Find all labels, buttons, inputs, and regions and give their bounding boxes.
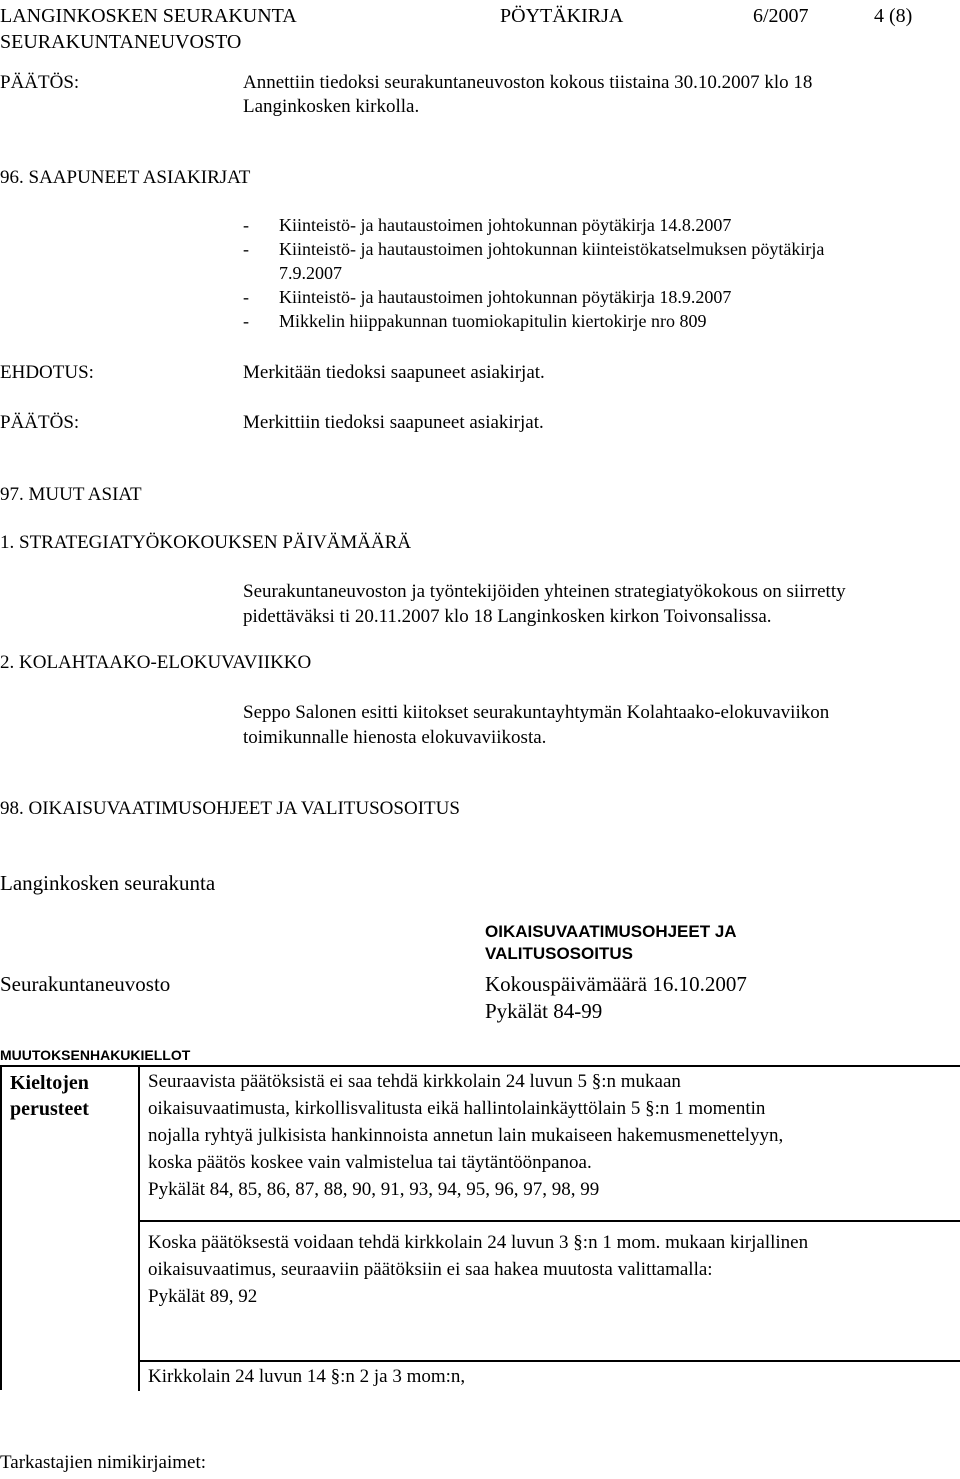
block-separator-2 <box>138 1360 960 1362</box>
ban-block-1 <box>148 1068 783 1203</box>
header-org: LANGINKOSKEN SEURAKUNTA <box>0 5 297 27</box>
ban-text-line: oikaisuvaatimusta, kirkollisvalitusta eikä hallintolainkäyttölain 5 §:n 1 momentin <box>148 1098 766 1119</box>
list-item-text: Kiinteistö- ja hautaustoimen johtokunnan kiinteistökatselmuksen pöytäkirja <box>279 239 825 259</box>
decision-label: PÄÄTÖS: <box>0 412 80 433</box>
list-item-text: 7.9.2007 <box>279 263 342 283</box>
header-doc-type: PÖYTÄKIRJA <box>500 5 624 27</box>
ban-text-line: Kirkkolain 24 luvun 14 §:n 2 ja 3 mom:n, <box>148 1366 466 1387</box>
council-name: Seurakuntaneuvosto <box>0 972 171 996</box>
section-96-title: 96. SAAPUNEET ASIAKIRJAT <box>0 167 251 188</box>
ban-text-line: nojalla ryhtyä julkisista hankinnoista annetun lain mukaiseen hakemusmenettelyyn, <box>148 1125 784 1146</box>
box-top-border <box>0 1065 960 1067</box>
initials-label: Tarkastajien nimikirjaimet: <box>0 1452 207 1473</box>
proposal-text: Merkitään tiedoksi saapuneet asiakirjat. <box>243 362 545 383</box>
list-item <box>243 213 824 237</box>
list-item-text: Mikkelin hiippakunnan tuomiokapitulin kiertokirje nro 809 <box>279 311 707 331</box>
header-page: 4 (8) <box>874 5 913 27</box>
intro-label: PÄÄTÖS: <box>0 72 80 93</box>
parish-name: Langinkosken seurakunta <box>0 871 216 895</box>
list-dash: - <box>243 239 249 259</box>
ban-text-line: Pykälät 89, 92 <box>148 1286 258 1307</box>
block-separator-1 <box>138 1220 960 1222</box>
decision-text: Merkittiin tiedoksi saapuneet asiakirjat. <box>243 412 544 433</box>
list-dash: - <box>243 311 249 331</box>
sub2-text-2: toimikunnalle hienosta elokuvaviikosta. <box>243 727 547 748</box>
list-item-continuation <box>243 261 824 285</box>
proposal-label: EHDOTUS: <box>0 362 94 383</box>
sub2-title: 2. KOLAHTAAKO-ELOKUVAVIIKKO <box>0 652 312 673</box>
list-dash: - <box>243 215 249 235</box>
form-title-2: VALITUSOSOITUS <box>485 944 633 963</box>
header-number: 6/2007 <box>753 5 809 27</box>
box-left-border <box>0 1065 2 1390</box>
intro-text-1: Annettiin tiedoksi seurakuntaneuvoston kokous tiistaina 30.10.2007 klo 18 <box>243 72 813 93</box>
sub1-text-2: pidettäväksi ti 20.11.2007 klo 18 Langinkosken kirkon Toivonsalissa. <box>243 606 772 627</box>
ban-text-line: koska päätös koskee vain valmistelua tai täytäntöönpanoa. <box>148 1152 592 1173</box>
section-97-title: 97. MUUT ASIAT <box>0 484 142 505</box>
ban-text-line: Pykälät 84, 85, 86, 87, 88, 90, 91, 93, 94, 95, 96, 97, 98, 99 <box>148 1179 600 1200</box>
label-column-border <box>138 1065 140 1391</box>
header-body: SEURAKUNTANEUVOSTO <box>0 31 242 53</box>
list-item <box>243 285 824 309</box>
form-title-1: OIKAISUVAATIMUSOHJEET JA <box>485 922 737 941</box>
ban-grounds-label-1: Kieltojen <box>10 1072 89 1094</box>
list-item-text: Kiinteistö- ja hautaustoimen johtokunnan pöytäkirja 18.9.2007 <box>279 287 732 307</box>
list-dash: - <box>243 287 249 307</box>
received-documents-list <box>243 213 824 333</box>
ban-block-3 <box>148 1363 465 1390</box>
ban-text-line: oikaisuvaatimus, seuraaviin päätöksiin ei saa hakea muutosta valittamalla: <box>148 1259 713 1280</box>
ban-text-line: Seuraavista päätöksistä ei saa tehdä kirkkolain 24 luvun 5 §:n mukaan <box>148 1071 681 1092</box>
sub2-text-1: Seppo Salonen esitti kiitokset seurakuntayhtymän Kolahtaako-elokuvaviikon <box>243 702 830 723</box>
ban-text-line: Koska päätöksestä voidaan tehdä kirkkolain 24 luvun 3 §:n 1 mom. mukaan kirjallinen <box>148 1232 809 1253</box>
list-item <box>243 309 824 333</box>
appeal-ban-heading: MUUTOKSENHAKUKIELLOT <box>0 1047 191 1063</box>
ban-grounds-label-2: perusteet <box>10 1098 89 1120</box>
sub1-title: 1. STRATEGIATYÖKOKOUKSEN PÄIVÄMÄÄRÄ <box>0 532 412 553</box>
sub1-text-1: Seurakuntaneuvoston ja työntekijöiden yhteinen strategiatyökokous on siirretty <box>243 581 846 602</box>
intro-text-2: Langinkosken kirkolla. <box>243 96 420 117</box>
ban-block-2 <box>148 1229 808 1310</box>
meeting-date: Kokouspäivämäärä 16.10.2007 <box>485 972 747 996</box>
section-98-title: 98. OIKAISUVAATIMUSOHJEET JA VALITUSOSOITUS <box>0 798 460 819</box>
list-item <box>243 237 824 261</box>
sections-range: Pykälät 84-99 <box>485 999 603 1023</box>
list-item-text: Kiinteistö- ja hautaustoimen johtokunnan pöytäkirja 14.8.2007 <box>279 215 732 235</box>
